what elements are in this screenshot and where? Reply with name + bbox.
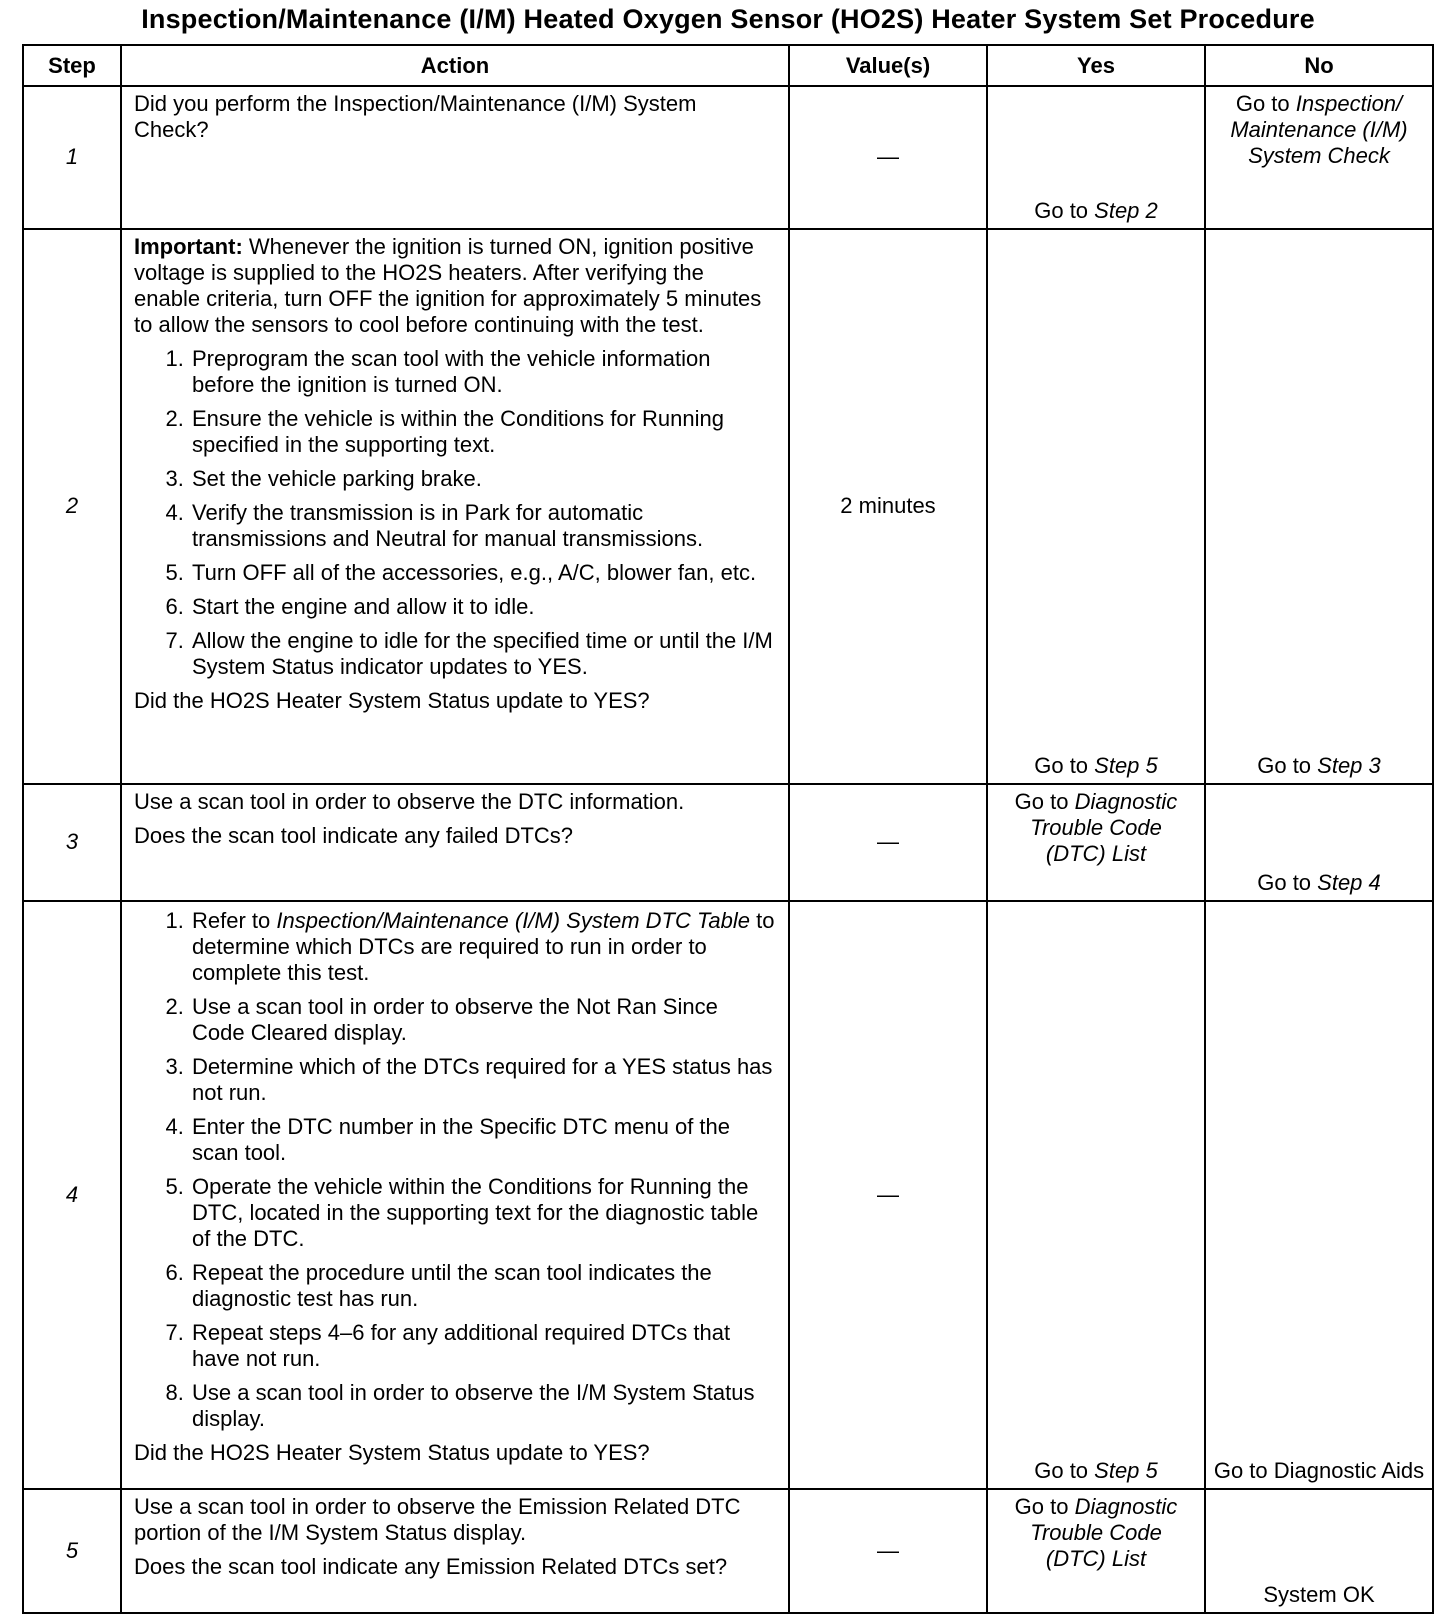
yes-cell xyxy=(987,229,1205,784)
yes-prefix: Go to xyxy=(1014,1494,1075,1520)
procedure-table xyxy=(22,44,1434,1614)
item-suffix: to determine which DTCs are required to run in order to complete this test. xyxy=(192,908,775,986)
action-cell xyxy=(121,229,789,784)
value-cell: — xyxy=(789,1489,987,1613)
yes-prefix: Go to xyxy=(1014,788,1075,814)
yes-link[interactable]: Step 5 xyxy=(1094,1458,1158,1484)
table-header-row xyxy=(23,45,1433,86)
procedure-list xyxy=(134,346,776,680)
no-link[interactable]: Step 3 xyxy=(1317,752,1381,778)
no-link[interactable]: Step 4 xyxy=(1317,870,1381,896)
list-item: 5. Operate the vehicle within the Conditions for Running the DTC, located in the supporting text for the diagnostic table of the DTC. xyxy=(190,1174,776,1252)
dtc-table-link[interactable]: Inspection/Maintenance (I/M) System DTC Table xyxy=(276,908,750,934)
yes-cell xyxy=(987,1489,1205,1613)
list-item: 6. Repeat the procedure until the scan tool indicates the diagnostic test has run. xyxy=(190,1260,776,1312)
value-cell: — xyxy=(789,784,987,902)
item-prefix: Refer to xyxy=(192,908,277,934)
important-note xyxy=(134,234,776,338)
action-text: Use a scan tool in order to observe the Emission Related DTC portion of the I/M System Status display. xyxy=(134,1494,741,1546)
no-prefix: Go to xyxy=(1257,752,1318,778)
list-item: 1. Preprogram the scan tool with the vehicle information before the ignition is turned ON. xyxy=(190,346,776,398)
list-item: 6. Start the engine and allow it to idle. xyxy=(190,594,776,620)
no-cell xyxy=(1205,784,1433,902)
step-number: 3 xyxy=(23,784,121,902)
list-item: 8. Use a scan tool in order to observe the I/M System Status display. xyxy=(190,1380,776,1432)
no-text[interactable]: Go to Diagnostic Aids xyxy=(1213,1458,1425,1484)
step-number: 4 xyxy=(23,901,121,1489)
list-item: 3. Set the vehicle parking brake. xyxy=(190,466,776,492)
table-row xyxy=(23,1489,1433,1613)
yes-prefix: Go to xyxy=(1034,1458,1095,1484)
action-question: Did the HO2S Heater System Status update to YES? xyxy=(134,687,650,713)
no-cell xyxy=(1205,1489,1433,1613)
yes-cell xyxy=(987,901,1205,1489)
list-item: 7. Repeat steps 4–6 for any additional required DTCs that have not run. xyxy=(190,1320,776,1372)
header-action: Action xyxy=(121,45,789,86)
table-row xyxy=(23,86,1433,228)
header-values: Value(s) xyxy=(789,45,987,86)
yes-link[interactable]: Diagnostic Trouble Code (DTC) List xyxy=(1030,788,1178,866)
procedure-list xyxy=(134,908,776,1432)
step-number: 5 xyxy=(23,1489,121,1613)
list-item: 2. Use a scan tool in order to observe the Not Ran Since Code Cleared display. xyxy=(190,994,776,1046)
yes-link[interactable]: Step 5 xyxy=(1094,752,1158,778)
header-yes: Yes xyxy=(987,45,1205,86)
action-cell xyxy=(121,86,789,228)
yes-cell xyxy=(987,86,1205,228)
yes-cell xyxy=(987,784,1205,902)
value-cell: — xyxy=(789,86,987,228)
no-link[interactable]: Inspection/ Maintenance (I/M) System Check xyxy=(1230,91,1408,169)
action-cell xyxy=(121,784,789,902)
no-prefix: Go to xyxy=(1235,91,1296,117)
step-number: 1 xyxy=(23,86,121,228)
important-label: Important: xyxy=(134,233,243,259)
no-cell xyxy=(1205,229,1433,784)
table-row xyxy=(23,229,1433,784)
header-no: No xyxy=(1205,45,1433,86)
value-cell: — xyxy=(789,901,987,1489)
step-number: 2 xyxy=(23,229,121,784)
list-item: 4. Enter the DTC number in the Specific DTC menu of the scan tool. xyxy=(190,1114,776,1166)
list-item xyxy=(190,908,776,986)
list-item: 2. Ensure the vehicle is within the Conditions for Running specified in the supporting text. xyxy=(190,406,776,458)
no-text: System OK xyxy=(1263,1582,1375,1607)
yes-link[interactable]: Step 2 xyxy=(1094,197,1158,223)
header-step: Step xyxy=(23,45,121,86)
yes-link[interactable]: Diagnostic Trouble Code (DTC) List xyxy=(1030,1494,1178,1572)
no-prefix: Go to xyxy=(1257,870,1318,896)
value-cell: 2 minutes xyxy=(789,229,987,784)
list-item: 7. Allow the engine to idle for the specified time or until the I/M System Status indicator updates to YES. xyxy=(190,628,776,680)
no-cell xyxy=(1205,86,1433,228)
action-text: Use a scan tool in order to observe the DTC information. xyxy=(134,788,685,814)
action-cell xyxy=(121,1489,789,1613)
list-item: 4. Verify the transmission is in Park for automatic transmissions and Neutral for manual transmissions. xyxy=(190,500,776,552)
important-text: Whenever the ignition is turned ON, ignition positive voltage is supplied to the HO2S heaters. After verifying the enable criteria, turn OFF the ignition for approximately 5 minutes to allow the sensors to cool before continuing with the test. xyxy=(134,233,762,337)
action-question: Does the scan tool indicate any Emission Related DTCs set? xyxy=(134,1554,728,1580)
no-cell xyxy=(1205,901,1433,1489)
action-cell xyxy=(121,901,789,1489)
action-question: Did you perform the Inspection/Maintenance (I/M) System Check? xyxy=(134,91,697,143)
page-title: Inspection/Maintenance (I/M) Heated Oxygen Sensor (HO2S) Heater System Set Procedure xyxy=(141,4,1315,34)
yes-prefix: Go to xyxy=(1034,752,1095,778)
yes-prefix: Go to xyxy=(1034,197,1095,223)
table-row xyxy=(23,901,1433,1489)
action-question: Did the HO2S Heater System Status update to YES? xyxy=(134,1440,650,1466)
list-item: 3. Determine which of the DTCs required for a YES status has not run. xyxy=(190,1054,776,1106)
list-item: 5. Turn OFF all of the accessories, e.g., A/C, blower fan, etc. xyxy=(190,560,776,586)
table-row xyxy=(23,784,1433,902)
action-question: Does the scan tool indicate any failed DTCs? xyxy=(134,822,574,848)
